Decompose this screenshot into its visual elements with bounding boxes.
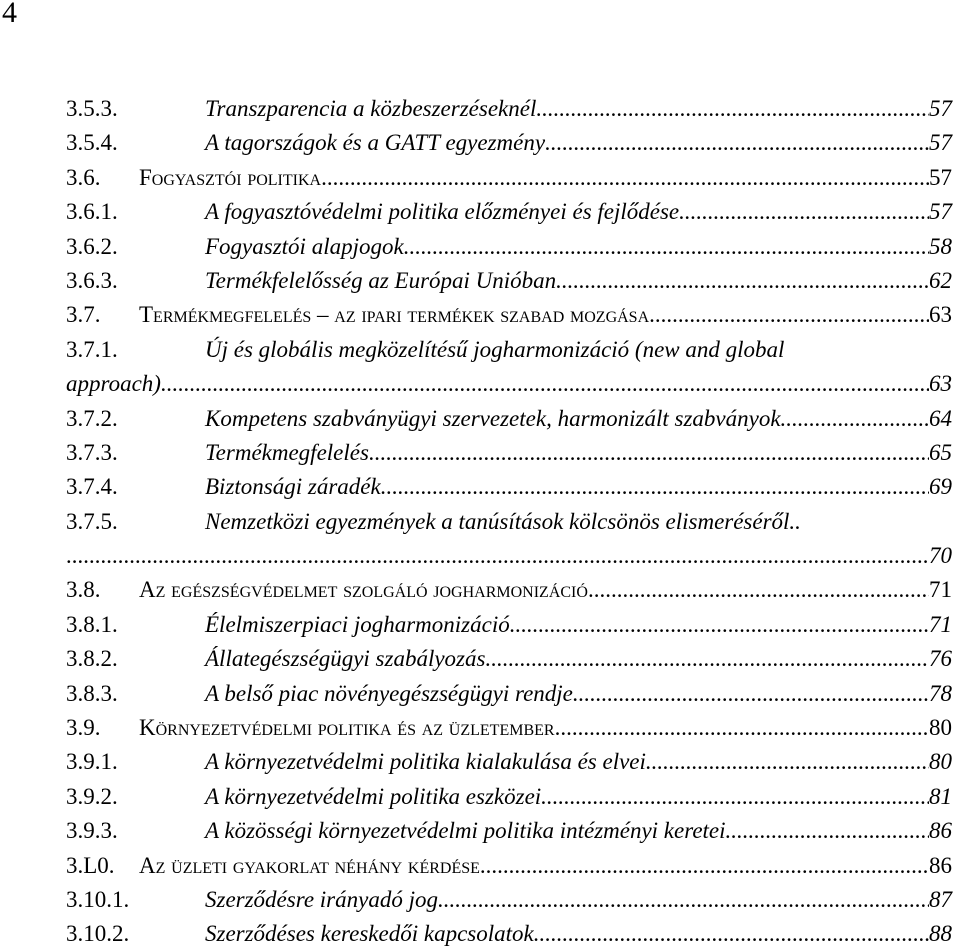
- dot-leader: [161, 367, 929, 401]
- table-of-contents: [66, 92, 952, 952]
- toc-entry[interactable]: [66, 92, 952, 126]
- toc-entry[interactable]: [66, 677, 952, 711]
- toc-entry-title: Fogyasztói politika: [139, 164, 322, 190]
- dot-leader: [679, 195, 929, 229]
- dot-leader: [646, 745, 929, 779]
- toc-entry[interactable]: [66, 436, 952, 470]
- dot-leader: [556, 264, 929, 298]
- toc-entry-number: 3.8.1.: [66, 611, 118, 637]
- toc-entry-number: 3.8.: [66, 577, 101, 603]
- dot-leader: [404, 230, 929, 264]
- toc-entry-title: A környezetvédelmi politika kialakulása és elvei: [205, 749, 646, 775]
- toc-entry-title: A tagországok és a GATT egyezmény: [205, 130, 546, 156]
- toc-entry-title: A fogyasztóvédelmi politika előzményei és fejlődése: [205, 199, 680, 225]
- toc-entry-page: 57: [929, 164, 952, 190]
- toc-entry-title: A belső piac növényegészségügyi rendje: [205, 680, 573, 706]
- toc-entry-title-continued: approach): [66, 371, 161, 397]
- toc-entry-number: 3.10.2.: [66, 921, 130, 947]
- toc-entry-number: 3.5.4.: [66, 130, 118, 156]
- toc-entry[interactable]: [66, 505, 952, 539]
- toc-entry-number: 3.6.2.: [66, 233, 118, 259]
- dot-leader: [66, 539, 929, 573]
- toc-entry[interactable]: [66, 195, 952, 229]
- toc-entry-number: 3.8.3.: [66, 680, 118, 706]
- toc-entry-title: Termékmegfelelés – az ipari termékek szabad mozgása: [139, 302, 650, 328]
- toc-entry[interactable]: [66, 642, 952, 676]
- toc-entry-page: 58: [929, 233, 952, 259]
- toc-entry-number: 3.9.3.: [66, 818, 118, 844]
- toc-entry[interactable]: [66, 470, 952, 504]
- toc-entry-title: Fogyasztói alapjogok: [205, 233, 404, 259]
- toc-entry-number: 3.7.: [66, 302, 101, 328]
- toc-entry-title: A közösségi környezetvédelmi politika intézményi keretei: [205, 818, 726, 844]
- toc-entry[interactable]: [66, 230, 952, 264]
- toc-entry-title: Nemzetközi egyezmények a tanúsítások kölcsönös elismeréséről..: [205, 508, 801, 534]
- toc-entry-number: 3.7.2.: [66, 405, 118, 431]
- toc-entry-title: Szerződéses kereskedői kapcsolatok: [205, 921, 534, 947]
- dot-leader: [510, 608, 929, 642]
- toc-entry-continuation[interactable]: [66, 539, 952, 573]
- dot-leader: [536, 92, 929, 126]
- toc-entry-page: 63: [929, 302, 952, 328]
- dot-leader: [545, 126, 929, 160]
- toc-entry-number: 3.10.1.: [66, 886, 130, 912]
- toc-entry-number: 3.7.1.: [66, 336, 118, 362]
- dot-leader: [438, 883, 929, 917]
- toc-entry[interactable]: [66, 126, 952, 160]
- toc-entry-page: 64: [929, 405, 952, 431]
- toc-entry-number: 3.6.1.: [66, 199, 118, 225]
- toc-entry-number: 3.5.3.: [66, 96, 118, 121]
- toc-entry[interactable]: [66, 402, 952, 436]
- toc-entry-title: A környezetvédelmi politika eszközei: [205, 783, 542, 809]
- toc-entry[interactable]: [66, 333, 952, 367]
- toc-entry-title: Szerződésre irányadó jog: [205, 886, 438, 912]
- toc-entry-number: 3.7.3.: [66, 439, 118, 465]
- toc-entry-number: 3.8.2.: [66, 646, 118, 672]
- toc-entry-page: 76: [929, 646, 952, 672]
- toc-entry-number: 3.6.: [66, 164, 101, 190]
- toc-entry-number: 3.9.: [66, 715, 101, 741]
- toc-entry-page: 80: [929, 715, 952, 741]
- dot-leader: [573, 677, 929, 711]
- toc-entry-title: Termékfelelősség az Európai Unióban: [205, 267, 557, 293]
- toc-entry-page: 65: [929, 439, 952, 465]
- page-number: 4: [2, 0, 17, 29]
- toc-entry-title: Termékmegfelelés: [205, 439, 369, 465]
- toc-entry-number: 3.7.5.: [66, 508, 118, 534]
- dot-leader: [588, 573, 929, 607]
- dot-leader: [485, 642, 929, 676]
- dot-leader: [534, 917, 929, 951]
- toc-entry[interactable]: [66, 814, 952, 848]
- toc-entry[interactable]: [66, 264, 952, 298]
- toc-entry-page: 69: [929, 474, 952, 500]
- toc-entry[interactable]: [66, 745, 952, 779]
- toc-entry-page: 63: [929, 371, 952, 397]
- toc-entry-page: 57: [929, 96, 952, 121]
- dot-leader: [381, 470, 929, 504]
- toc-entry[interactable]: [66, 161, 952, 195]
- dot-leader: [321, 161, 929, 195]
- dot-leader: [781, 402, 929, 436]
- toc-entry-title: Kompetens szabványügyi szervezetek, harmonizált szabványok: [205, 405, 781, 431]
- toc-entry-page: 78: [929, 680, 952, 706]
- toc-entry-number: 3.L0.: [66, 852, 115, 878]
- dot-leader: [480, 849, 929, 883]
- toc-entry-page: 57: [929, 199, 952, 225]
- toc-entry[interactable]: [66, 849, 952, 883]
- toc-entry-page: 87: [929, 886, 952, 912]
- toc-entry-page: 86: [929, 852, 952, 878]
- dot-leader: [541, 780, 929, 814]
- toc-entry-page: 57: [929, 130, 952, 156]
- toc-entry-continuation[interactable]: [66, 367, 952, 401]
- toc-entry-page: 62: [929, 267, 952, 293]
- toc-entry-number: 3.7.4.: [66, 474, 118, 500]
- dot-leader: [369, 436, 929, 470]
- toc-entry-page: 86: [929, 818, 952, 844]
- dot-leader: [649, 298, 929, 332]
- toc-entry-title: Új és globális megközelítésű jogharmonizáció (new and global: [205, 336, 785, 362]
- toc-entry-page: 88: [929, 921, 952, 947]
- toc-entry-page: 71: [929, 611, 952, 637]
- dot-leader: [726, 814, 929, 848]
- toc-entry-title: Környezetvédelmi politika és az üzletember: [139, 715, 555, 741]
- dot-leader: [555, 711, 929, 745]
- toc-entry-title: Transzparencia a közbeszerzéseknél: [205, 96, 537, 121]
- toc-entry-page: 70: [929, 543, 952, 569]
- toc-entry-number: 3.9.2.: [66, 783, 118, 809]
- toc-entry-number: 3.6.3.: [66, 267, 118, 293]
- toc-entry[interactable]: [66, 573, 952, 607]
- toc-entry-title: Az üzleti gyakorlat néhány kérdése: [139, 852, 480, 878]
- toc-entry[interactable]: [66, 711, 952, 745]
- toc-entry[interactable]: [66, 917, 952, 951]
- toc-entry[interactable]: [66, 298, 952, 332]
- toc-entry-page: 81: [929, 783, 952, 809]
- toc-entry-title: Biztonsági záradék: [205, 474, 381, 500]
- toc-entry[interactable]: [66, 608, 952, 642]
- toc-entry[interactable]: [66, 883, 952, 917]
- toc-entry-page: 80: [929, 749, 952, 775]
- toc-entry[interactable]: [66, 780, 952, 814]
- toc-entry-title: Állategészségügyi szabályozás: [205, 646, 486, 672]
- toc-entry-title: Élelmiszerpiaci jogharmonizáció: [205, 611, 510, 637]
- toc-entry-title: Az egészségvédelmet szolgáló jogharmonizáció: [139, 577, 588, 603]
- toc-entry-number: 3.9.1.: [66, 749, 118, 775]
- toc-entry-page: 71: [929, 577, 952, 603]
